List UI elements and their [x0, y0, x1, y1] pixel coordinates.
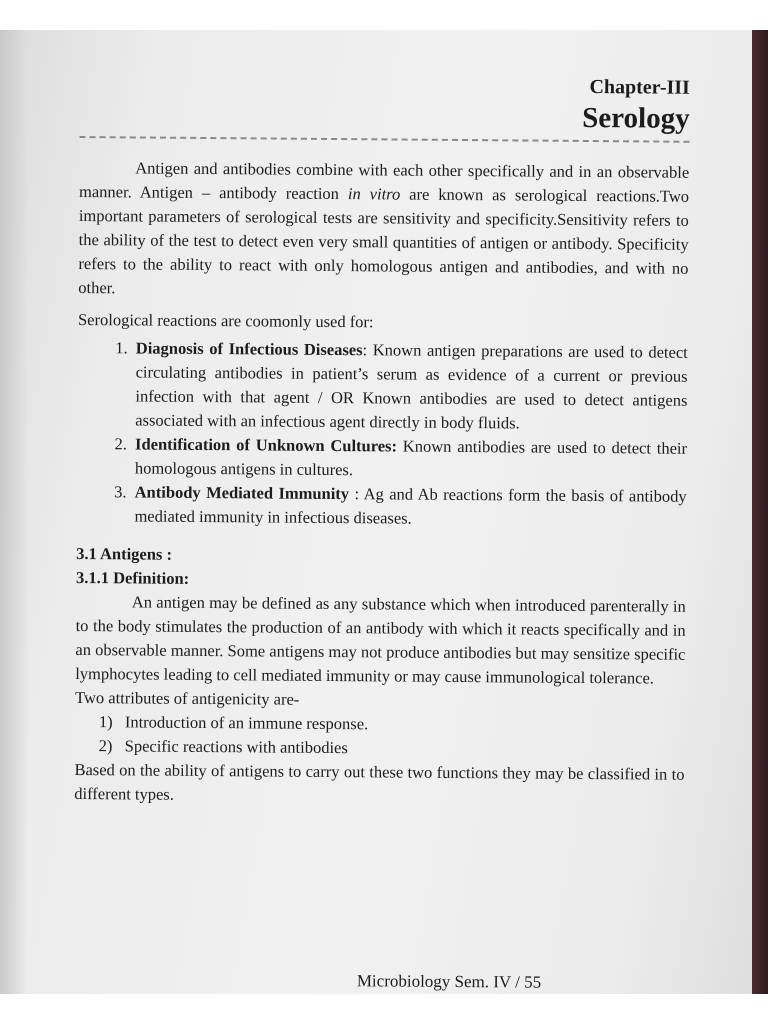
definition-paragraph: An antigen may be defined as any substance which when introduced parenterally in to the body stimulates the production of an antibody with which it reacts specifically and in an observable manner. Some antigens may not produce antibodies but may sensitize specific lymphocytes leading to cell mediated immunity or may cause immunological tolerance.	[75, 592, 686, 688]
attributes-intro: Two attributes of antigenicity are-	[74, 687, 300, 709]
list-item-text: Ag and Ab reactions form the basis of antibody mediated immunity in infectious diseases.	[134, 484, 687, 528]
list-item-title: Antibody Mediated Immunity	[134, 482, 350, 504]
list-item-number: 2)	[98, 736, 113, 756]
list-item-title: Identification of Unknown Cultures:	[134, 434, 398, 456]
intro-text-a: Antigen and antibodies combine with each other specifically and in an observable manner. Antigen – antibody reaction	[78, 158, 690, 204]
page-content	[74, 70, 690, 992]
list-item-title: Diagnosis of Infectious Diseases	[135, 338, 363, 360]
section-heading: 3.1 Antigens :	[76, 543, 173, 564]
list-item-text: Known antigen preparations are used to detect circulating antibodies in patient’s serum as evidence of a current or previous infection with that agent / OR Known antibodies are used to detect antigens associated with an infectious agent directly in body fluids.	[135, 340, 688, 433]
closing-paragraph: Based on the ability of antigens to carry out these two functions they may be classified in to different types.	[74, 759, 685, 804]
page-footer: Microbiology Sem. IV / 55	[356, 971, 542, 992]
background-top	[0, 0, 768, 30]
intro-paragraph	[78, 156, 689, 305]
uses-intro: Serological reactions are coomonly used for:	[77, 309, 374, 332]
intro-text-b: are known as serological reactions.Two important parameters of serological tests are sensitivity and specificity.Sensitivity refers to the ability of the test to detect even very small quantities of antigen or antibody. Specificity refers to the ability to react with only homologous antigen and antibodies, and with no other.	[78, 184, 690, 298]
intro-text-italic: in vitro	[347, 184, 401, 204]
chapter-title: Serology	[582, 101, 690, 135]
list-item-text: Known antibodies are used to detect their homologous antigens in cultures.	[134, 436, 688, 480]
list-item	[131, 432, 687, 484]
book-page	[0, 30, 752, 994]
list-item-number: 1)	[98, 712, 113, 732]
list-item-separator: :	[362, 340, 373, 360]
list-item-separator: :	[349, 484, 364, 504]
chapter-label: Chapter-III	[589, 76, 690, 99]
subsection-heading: 3.1.1 Definition:	[75, 567, 190, 588]
background-bottom	[0, 994, 768, 1024]
attributes-list	[75, 710, 685, 763]
uses-list	[76, 336, 687, 533]
list-item-text: Introduction of an immune response.	[124, 712, 369, 734]
chapter-rule	[79, 136, 689, 143]
list-item-text: Specific reactions with antibodies	[124, 736, 348, 758]
list-item	[131, 336, 688, 436]
list-item	[130, 480, 686, 532]
